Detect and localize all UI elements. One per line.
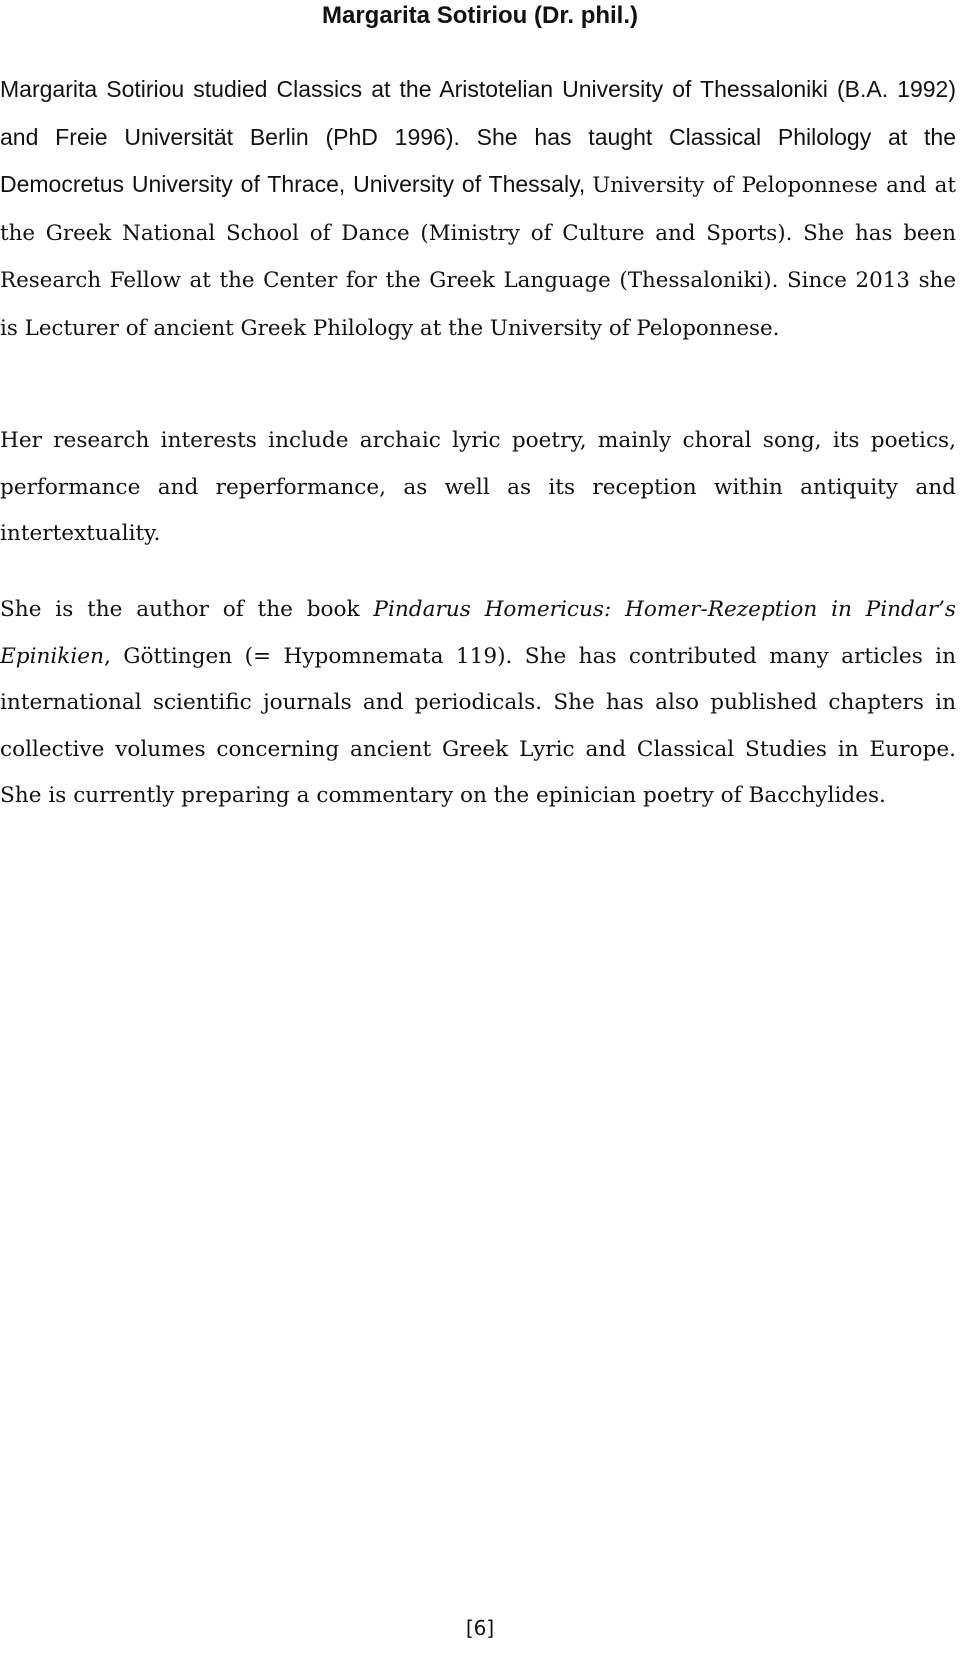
- page-number: [6]: [465, 1616, 495, 1640]
- research-interests-paragraph: Her research interests include archaic lyric poetry, mainly choral song, its poetics, performance and reperformance, as well as its reception within antiquity and intertextuality.: [0, 428, 956, 546]
- publications-lead: She is the author of the book: [0, 597, 374, 622]
- book-title: Pindarus Homericus: Homer-Rezeption in Pindar’s Epinikien: [0, 597, 956, 669]
- biography-text-part-1: Margarita Sotiriou studied Classics at the Aristotelian University of Thessaloniki (B.A. 1992) and Freie Universität Berlin (PhD 1996). She has taught Classical Philology at the Democretus University of Thrace, University of Thessaly,: [0, 76, 956, 197]
- biography-paragraph: [0, 66, 956, 352]
- biography-text-part-2: University of Peloponnese and at the Greek National School of Dance (Ministry of Culture and Sports). She has been Research Fellow at the Center for the Greek Language (Thessaloniki). Since 2013 she is Lecturer of ancient Greek Philology at the University of Peloponnese.: [0, 173, 956, 341]
- publications-rest: , Göttingen (= Hypomnemata 119). She has contributed many articles in international scientific journals and periodicals. She has also published chapters in collective volumes concerning ancient Greek Lyric and Classical Studies in Europe. She is currently preparing a commentary on the epinician poetry of Bacchylides.: [0, 643, 956, 808]
- publications-paragraph: [0, 587, 956, 820]
- page-title: Margarita Sotiriou (Dr. phil.): [321, 2, 639, 29]
